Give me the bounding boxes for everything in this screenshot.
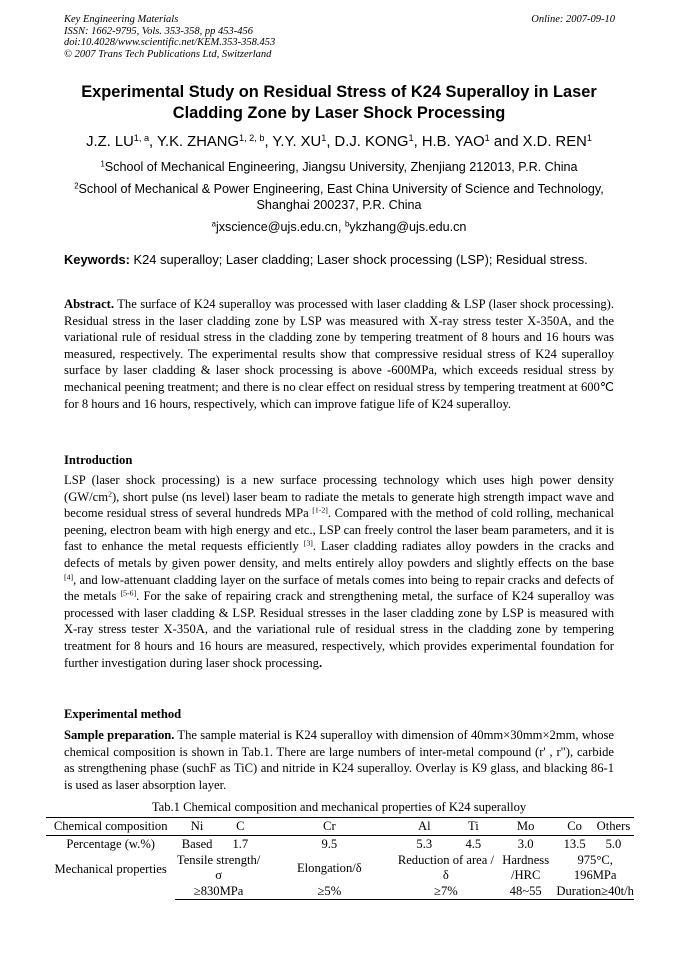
author-separator: ,: [413, 134, 422, 150]
intro-text: LSP (laser shock processing) is a new surface processing technology which uses high power density (GW/cm: [64, 473, 614, 504]
table-cell: 13.5: [563, 837, 586, 851]
author-name: X.D. REN: [522, 134, 587, 150]
table-caption: Tab.1 Chemical composition and mechanical properties of K24 superalloy: [151, 800, 527, 814]
email-a[interactable]: jxscience@ujs.edu.cn: [215, 220, 338, 234]
table-header-cell: Chemical composition: [46, 818, 175, 836]
table-cell: Duration≥40t/h: [556, 883, 634, 898]
affiliation-2: [40, 181, 638, 213]
table-cell: Tensile strength/σ: [176, 853, 261, 882]
table-cell: 4.5: [465, 837, 482, 851]
composition-table: [46, 817, 634, 900]
journal-header: [64, 14, 275, 60]
table-header-row: [46, 818, 634, 836]
affiliation-text: School of Mechanical & Power Engineering, East China University of Science and Technology,: [78, 182, 604, 196]
table-header-cell: Others: [593, 818, 634, 836]
author-separator: and: [489, 134, 523, 150]
table-row-mechanical-headers: [46, 853, 634, 883]
sample-preparation-paragraph: [64, 727, 614, 793]
author-affil-marker: 1, 2, b: [238, 132, 265, 143]
abstract: [64, 296, 614, 412]
table-cell: Elongation/δ: [296, 860, 362, 875]
intro-text: , and low-attenuant cladding layer on the surface of metals comes into being to repair cracks and defects of the metals: [64, 572, 614, 604]
author-name: J.Z. LU: [86, 134, 134, 150]
table-cell: 1.7: [232, 837, 249, 851]
issn-line: ISSN: 1662-9795, Vols. 353-358, pp 453-456: [64, 25, 253, 37]
intro-text: ), short pulse (ns level) laser beam to radiate the metals to generate high strength impact wave and become residual stress of several hundreds MPa: [64, 489, 614, 521]
title-line-1: Experimental Study on Residual Stress of K24 Superalloy in Laser: [81, 83, 597, 101]
table-cell: 3.0: [517, 837, 534, 851]
table-row-percentage: [46, 836, 634, 854]
title-line-2: Cladding Zone by Laser Shock Processing: [172, 104, 506, 122]
author-name: H.B. YAO: [421, 134, 485, 150]
intro-text: . For the sake of repairing crack and strengthening metal, the surface of K24 superalloy was processed with laser cladding & LSP. Residual stresses in the laser cladding zone by LSP is measured with X-ray stress tester X-350A, and the variational rule of residual stress in the cladding zone by tempering treatment for 8 hours and 16 hours are measured, respectively, which provides experimental foundation for further investigation during laser shock processing: [64, 589, 614, 670]
table-cell: 9.5: [321, 837, 338, 851]
author-affil-marker: 1: [321, 132, 327, 143]
experimental-heading: Experimental method: [64, 707, 182, 721]
author-name: Y.Y. XU: [272, 134, 322, 150]
affiliation-marker: 1: [100, 159, 105, 169]
citation[interactable]: [5-6]: [120, 588, 137, 598]
affiliation-text-line-2: Shanghai 200237, P.R. China: [256, 198, 422, 212]
affiliation-marker: 2: [74, 181, 79, 191]
sample-preparation-label: Sample preparation.: [64, 728, 175, 742]
table-cell-mechanical-label: Mechanical properties: [54, 862, 167, 876]
introduction-paragraph: [64, 472, 614, 671]
table-cell: Reduction of area /δ: [397, 853, 494, 882]
introduction-heading: Introduction: [64, 453, 133, 467]
author-affil-marker: 1: [484, 132, 490, 143]
citation[interactable]: [4]: [64, 571, 74, 581]
superscript: 2: [108, 488, 112, 498]
author-separator: ,: [326, 134, 335, 150]
author-separator: ,: [264, 134, 273, 150]
citation[interactable]: [3]: [303, 538, 313, 548]
affiliation-text: School of Mechanical Engineering, Jiangsu University, Zhenjiang 212013, P.R. China: [104, 160, 578, 174]
keywords-label: Keywords:: [64, 252, 130, 267]
email-b[interactable]: ykzhang@ujs.edu.cn: [349, 220, 467, 234]
table-cell: Hardness /HRC: [502, 853, 550, 882]
email-marker: b: [344, 219, 350, 229]
intro-text-end: .: [318, 655, 323, 670]
abstract-text: The surface of K24 superalloy was processed with laser cladding & LSP (laser shock processing). Residual stress in the laser cladding zone by LSP was measured with X-ray stress tester X-350A, and the variational rule of residual stress in the cladding zone by tempering treatment of 8 hours and 16 hours was measured, respectively. The experimental results show that compressive residual stress of K24 superalloy surface by laser cladding & laser shock processing is above -600MPa, which exceeds residual stress by mechanical peening treatment; and there is no clear effect on residual stress by tempering treatment at 600℃ for 8 hours and 16 hours, respectively, which can improve fatigue life of K24 superalloy.: [64, 297, 614, 411]
table-cell: Percentage (w.%): [66, 837, 156, 851]
table-cell: ≥5%: [262, 883, 397, 900]
table-cell: 5.0: [605, 837, 622, 851]
table-cell: 48~55: [495, 883, 556, 900]
table-header-cell: C: [219, 818, 262, 836]
intro-text: . Compared with the method of cold rolling, mechanical peening, electron beam with high energy and etc., LSP can freely control the laser beam parameters, and it is fast to enhance the metal requests efficiently: [64, 506, 614, 554]
table-cell: ≥830MPa: [175, 883, 262, 900]
keywords: [64, 252, 624, 268]
author-emails: $^a$jxscience@ujs.edu.cn, $^b$ykzhang@ujs.edu.cn: [211, 219, 467, 234]
table-cell: Based: [181, 837, 213, 851]
journal-name: Key Engineering Materials: [64, 14, 179, 25]
table-cell: ≥7%: [397, 883, 495, 900]
author-affil-marker: 1: [408, 132, 414, 143]
table-header-cell: Ti: [452, 818, 495, 836]
sample-preparation-text: The sample material is K24 superalloy with dimension of 40mm×30mm×2mm, whose chemical composition is shown in Tab.1. There are large numbers of inter-metal compound (r' , r"), carbide as strengthening phase (suchF as TiC) and nitride in K24 superalloy. Overlay is K9 glass, and blacking 86-1 is used as laser absorption layer.: [64, 728, 615, 792]
table-header-cell: Ni: [175, 818, 219, 836]
doi-line: doi:10.4028/www.scientific.net/KEM.353-358.453: [64, 37, 276, 49]
email-marker: a: [211, 219, 216, 229]
author-name: D.J. KONG: [334, 134, 409, 150]
abstract-label: Abstract.: [64, 297, 115, 311]
author-affil-marker: 1, a: [133, 132, 150, 143]
online-date: Online: 2007-09-10: [531, 14, 615, 25]
author-separator: ,: [149, 134, 158, 150]
table-header-cell: Al: [397, 818, 452, 836]
table-header-cell: Mo: [495, 818, 556, 836]
table-cell: 975°C, 196MPa: [573, 853, 617, 882]
table-cell: 5.3: [416, 837, 433, 851]
affiliation-1: [40, 159, 638, 175]
paper-title: [40, 82, 638, 124]
table-header-cell: Co: [556, 818, 593, 836]
citation[interactable]: [1-2]: [312, 505, 328, 515]
intro-text: . Laser cladding radiates alloy powders in the cracks and defects of metals by given power density, and melts entirely alloy powders and slightly effects on the base: [64, 539, 614, 570]
author-list: [30, 133, 648, 151]
author-affil-marker: 1: [586, 132, 592, 143]
keywords-text: K24 superalloy; Laser cladding; Laser shock processing (LSP); Residual stress.: [129, 252, 588, 267]
author-name: Y.K. ZHANG: [157, 134, 239, 150]
table-header-cell: Cr: [262, 818, 397, 836]
copyright-line: © 2007 Trans Tech Publications Ltd, Switzerland: [64, 48, 272, 60]
